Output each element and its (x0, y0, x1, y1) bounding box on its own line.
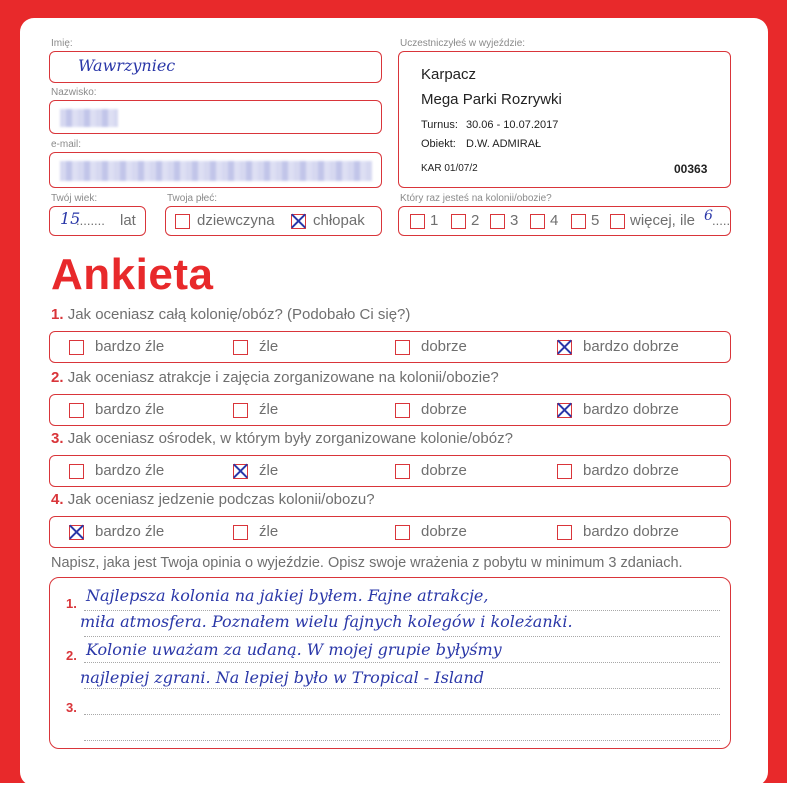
check-mark-icon (69, 525, 84, 540)
check-mark-icon (291, 214, 306, 229)
answer-checkbox[interactable] (557, 340, 572, 355)
ruled-line (84, 662, 720, 663)
email-field[interactable] (49, 152, 382, 188)
answer-checkbox[interactable] (557, 525, 572, 540)
surname-label: Nazwisko: (51, 87, 97, 98)
trip-place: Karpacz (421, 66, 477, 83)
question-text: Jak oceniasz ośrodek, w którym były zorganizowane kolonie/obóz? (67, 430, 513, 447)
checkbox-times-4[interactable] (530, 214, 545, 229)
age-label: Twój wiek: (51, 193, 98, 204)
opinion-prompt: Napisz, jaka jest Twoja opinia o wyjeździe. Opisz swoje wrażenia z pobytu w minimum 3 zdaniach. (51, 555, 683, 571)
age-field[interactable] (49, 206, 146, 236)
times-option-3: 3 (510, 212, 519, 229)
question-3 (51, 430, 513, 447)
name-label: Imię: (51, 38, 73, 49)
answer-label: bardzo źle (95, 462, 165, 479)
ruled-line (84, 688, 720, 689)
times-option-5: 5 (591, 212, 600, 229)
answer-label: dobrze (421, 401, 467, 418)
surname-field[interactable] (49, 100, 382, 134)
line-number-2: 2. (66, 648, 77, 663)
ruled-line (84, 636, 720, 637)
question-1 (51, 306, 410, 323)
trip-program: Mega Parki Rozrywki (421, 91, 562, 108)
times-handwriting: 6 (704, 208, 713, 224)
answer-checkbox[interactable] (233, 340, 248, 355)
line-number-1: 1. (66, 596, 77, 611)
option-girl: dziewczyna (197, 212, 275, 229)
line-number-3: 3. (66, 700, 77, 715)
answer-checkbox[interactable] (69, 403, 84, 418)
gender-field (165, 206, 382, 236)
checkbox-times-more[interactable] (610, 214, 625, 229)
answer-label: bardzo dobrze (583, 401, 679, 418)
times-field (398, 206, 731, 236)
times-option-4: 4 (550, 212, 559, 229)
answer-checkbox[interactable] (69, 525, 84, 540)
gender-label: Twoja płeć: (167, 193, 218, 204)
question-text: Jak oceniasz jedzenie podczas kolonii/obozu? (67, 491, 375, 508)
answer-row-3 (49, 455, 731, 487)
question-text: Jak oceniasz atrakcje i zajęcia zorganizowane na kolonii/obozie? (67, 369, 499, 386)
answer-label: źle (259, 401, 279, 418)
obiekt-value: D.W. ADMIRAŁ (466, 138, 542, 150)
answer-label: dobrze (421, 523, 467, 540)
answer-checkbox[interactable] (233, 403, 248, 418)
opinion-handwriting-line-2: miła atmosfera. Poznałem wielu fajnych kolegów i koleżanki. (80, 612, 573, 631)
option-boy: chłopak (313, 212, 365, 229)
trip-info-box (398, 51, 731, 188)
question-number: 2. (51, 369, 64, 386)
times-option-1: 1 (430, 212, 439, 229)
checkbox-times-2[interactable] (451, 214, 466, 229)
answer-label: bardzo źle (95, 338, 165, 355)
answer-label: bardzo dobrze (583, 338, 679, 355)
trip-code: KAR 01/07/2 (421, 163, 478, 174)
answer-checkbox[interactable] (69, 340, 84, 355)
obiekt-label: Obiekt: (421, 138, 456, 150)
answer-label: bardzo dobrze (583, 523, 679, 540)
check-mark-icon (557, 340, 572, 355)
answer-checkbox[interactable] (395, 340, 410, 355)
checkbox-boy[interactable] (291, 214, 306, 229)
answer-checkbox[interactable] (233, 464, 248, 479)
answer-label: bardzo dobrze (583, 462, 679, 479)
turnus-value: 30.06 - 10.07.2017 (466, 119, 559, 131)
answer-checkbox[interactable] (69, 464, 84, 479)
email-redacted (60, 161, 372, 181)
checkbox-times-5[interactable] (571, 214, 586, 229)
answer-label: bardzo źle (95, 401, 165, 418)
survey-title: Ankieta (51, 250, 214, 299)
check-mark-icon (233, 464, 248, 479)
email-label: e-mail: (51, 139, 82, 150)
trip-label: Uczestniczyłeś w wyjeździe: (400, 38, 526, 49)
age-handwriting: 15 (60, 209, 81, 228)
opinion-handwriting-line-3: Kolonie uważam za udaną. W mojej grupie byłyśmy (86, 640, 502, 659)
answer-row-2 (49, 394, 731, 426)
times-option-more: więcej, ile (630, 212, 696, 229)
answer-checkbox[interactable] (395, 464, 410, 479)
age-dots: ........ (76, 213, 105, 228)
answer-checkbox[interactable] (557, 464, 572, 479)
name-field[interactable] (49, 51, 382, 83)
question-number: 1. (51, 306, 64, 323)
checkbox-times-1[interactable] (410, 214, 425, 229)
ruled-line (84, 714, 720, 715)
answer-label: źle (259, 523, 279, 540)
checkbox-girl[interactable] (175, 214, 190, 229)
answer-label: bardzo źle (95, 523, 165, 540)
turnus-label: Turnus: (421, 119, 458, 131)
answer-checkbox[interactable] (557, 403, 572, 418)
check-mark-icon (557, 403, 572, 418)
opinion-handwriting-line-1: Najlepsza kolonia na jakiej byłem. Fajne atrakcje, (86, 586, 489, 605)
age-unit: lat (120, 212, 136, 229)
answer-label: źle (259, 462, 279, 479)
answer-checkbox[interactable] (233, 525, 248, 540)
surname-redacted (60, 109, 118, 127)
opinion-field[interactable] (49, 577, 731, 749)
question-number: 4. (51, 491, 64, 508)
answer-label: źle (259, 338, 279, 355)
answer-row-4 (49, 516, 731, 548)
opinion-handwriting-line-4: najlepiej zgrani. Na lepiej było w Tropical - Island (80, 668, 485, 687)
answer-checkbox[interactable] (395, 403, 410, 418)
question-number: 3. (51, 430, 64, 447)
times-dots: ..... (712, 213, 731, 228)
checkbox-times-3[interactable] (490, 214, 505, 229)
ruled-line (84, 610, 720, 611)
times-label: Który raz jesteś na kolonii/obozie? (400, 193, 552, 204)
question-4 (51, 491, 375, 508)
question-text: Jak oceniasz całą kolonię/obóz? (Podobało Ci się?) (67, 306, 411, 323)
question-2 (51, 369, 499, 386)
answer-checkbox[interactable] (395, 525, 410, 540)
answer-row-1 (49, 331, 731, 363)
ruled-line (84, 740, 720, 741)
times-option-2: 2 (471, 212, 480, 229)
answer-label: dobrze (421, 338, 467, 355)
name-handwriting: Wawrzyniec (78, 56, 176, 75)
form-number: 00363 (674, 162, 708, 176)
answer-label: dobrze (421, 462, 467, 479)
